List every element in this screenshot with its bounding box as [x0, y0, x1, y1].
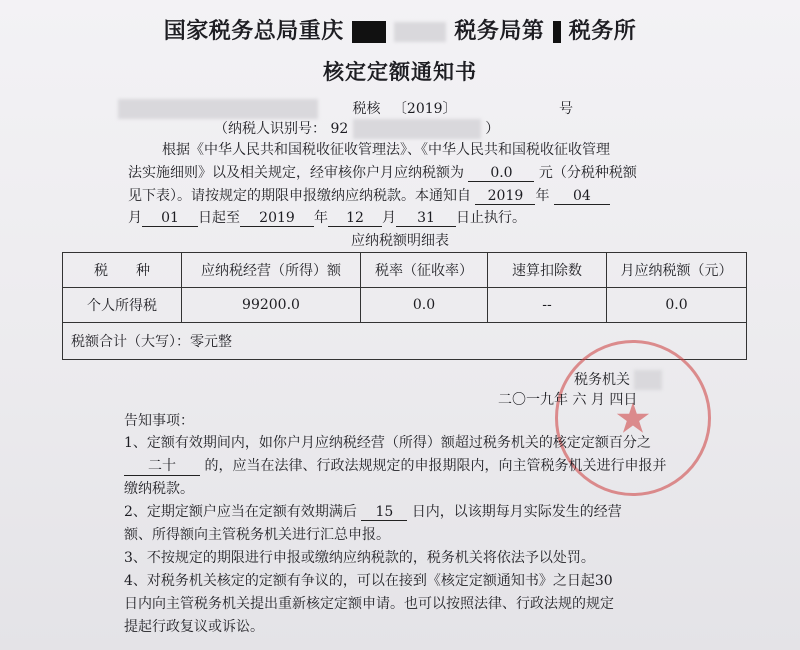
notice-item-3: 3、不按规定的期限进行申报或缴纳应纳税款的，税务机关将依法予以处罚。	[124, 550, 595, 566]
month-char: 月	[382, 210, 396, 226]
notice-days: 15	[361, 504, 407, 521]
start-year: 2019	[475, 188, 535, 205]
table-row	[63, 288, 747, 323]
notice-heading: 告知事项：	[124, 413, 194, 429]
table-header-row	[63, 253, 747, 288]
table-cell: --	[488, 288, 607, 323]
tax-total: 税额合计（大写）：零元整	[63, 323, 747, 360]
doc-number-suffix: 号	[559, 101, 573, 117]
taxpayer-id-label: （纳税人识别号：	[214, 121, 326, 137]
table-cell: 99200.0	[182, 288, 361, 323]
start-day: 01	[142, 210, 198, 227]
redaction-blur	[634, 370, 662, 390]
taxpayer-id	[214, 118, 499, 139]
paragraph-line-4	[128, 207, 526, 227]
redaction-block	[553, 21, 561, 43]
agency-title-prefix: 国家税务总局重庆	[163, 19, 344, 44]
notice-percent: 二十	[124, 455, 200, 476]
agency-title-suffix: 税务所	[568, 19, 637, 44]
table-header-cell: 速算扣除数	[488, 253, 607, 288]
redaction-block	[352, 21, 386, 43]
notice-text: 的，应当在法律、行政法规规定的申报期限内，向主管税务机关进行申报并	[204, 458, 667, 474]
issue-date: 二〇一九年 六 月 四日	[498, 392, 638, 408]
notice-text: 2、定期定额户应当在定额有效期满后	[124, 504, 357, 520]
notice-item-1-line-3: 缴纳税款。	[124, 481, 194, 497]
paragraph-line-3	[128, 185, 610, 205]
authority-label: 税务机关	[574, 372, 630, 388]
end-day: 31	[396, 210, 456, 227]
notice-item-2-line-2: 额、所得额向主管税务机关进行汇总申报。	[124, 527, 390, 543]
table-cell: 个人所得税	[63, 288, 182, 323]
redaction-blur	[118, 99, 318, 119]
paragraph-line-2	[128, 162, 637, 182]
taxpayer-id-close: ）	[485, 121, 500, 137]
agency-title-middle: 税务局第	[454, 19, 545, 44]
redaction-blur	[394, 22, 446, 42]
taxpayer-id-visible: 92	[330, 121, 349, 137]
month-char: 月	[128, 210, 142, 226]
table-cell: 0.0	[607, 288, 747, 323]
notice-item-4-line-2: 日内向主管税务机关提出重新核定定额申请。也可以按照法律、行政法规的规定	[124, 596, 614, 612]
paragraph-line-1: 根据《中华人民共和国税收征收管理法》、《中华人民共和国税收征收管理	[162, 142, 610, 158]
tax-authority-signature	[574, 369, 662, 390]
document-number	[118, 98, 573, 119]
notice-item-1-line-2	[124, 455, 666, 476]
end-year: 2019	[240, 210, 314, 227]
table-cell: 0.0	[361, 288, 488, 323]
start-month: 04	[554, 188, 610, 205]
seal-star-icon: ★	[614, 393, 652, 443]
notice-item-4-line-3: 提起行政复议或诉讼。	[124, 619, 264, 635]
doc-number-label: 税核	[352, 101, 381, 117]
end-month: 12	[328, 210, 382, 227]
notice-item-2-line-1	[124, 501, 622, 521]
monthly-tax-amount: 0.0	[468, 165, 534, 182]
year-char: 年	[535, 188, 550, 204]
table-header-cell: 税率（征收率）	[361, 253, 488, 288]
table-caption: 应纳税额明细表	[351, 233, 449, 249]
paragraph-text: 见下表）。请按规定的期限申报缴纳应纳税款。本通知自	[128, 188, 471, 204]
document-title: 核定定额通知书	[323, 60, 477, 84]
table-header-cell: 月应纳税额（元）	[607, 253, 747, 288]
paragraph-text: 日起至	[198, 210, 240, 226]
doc-number-year: 〔2019〕	[392, 101, 457, 117]
table-header-cell: 应纳税经营（所得）额	[182, 253, 361, 288]
paragraph-text: 日止执行。	[456, 210, 526, 226]
notice-item-1-line-1: 1、定额有效期间内，如你户月应纳税经营（所得）额超过税务机关的核定定额百分之	[124, 435, 651, 451]
paragraph-text: 法实施细则》以及相关规定，经审核你户月应纳税额为	[128, 165, 464, 181]
notice-text: 日内，以该期每月实际发生的经营	[411, 504, 622, 520]
notice-item-4-line-1: 4、对税务机关核定的定额有争议的，可以在接到《核定定额通知书》之日起30	[124, 573, 613, 589]
year-char: 年	[314, 210, 328, 226]
agency-title	[0, 14, 800, 45]
paragraph-text: 元（分税种税额	[538, 165, 637, 181]
table-header-cell: 税 种	[63, 253, 182, 288]
redaction-blur	[353, 119, 481, 139]
